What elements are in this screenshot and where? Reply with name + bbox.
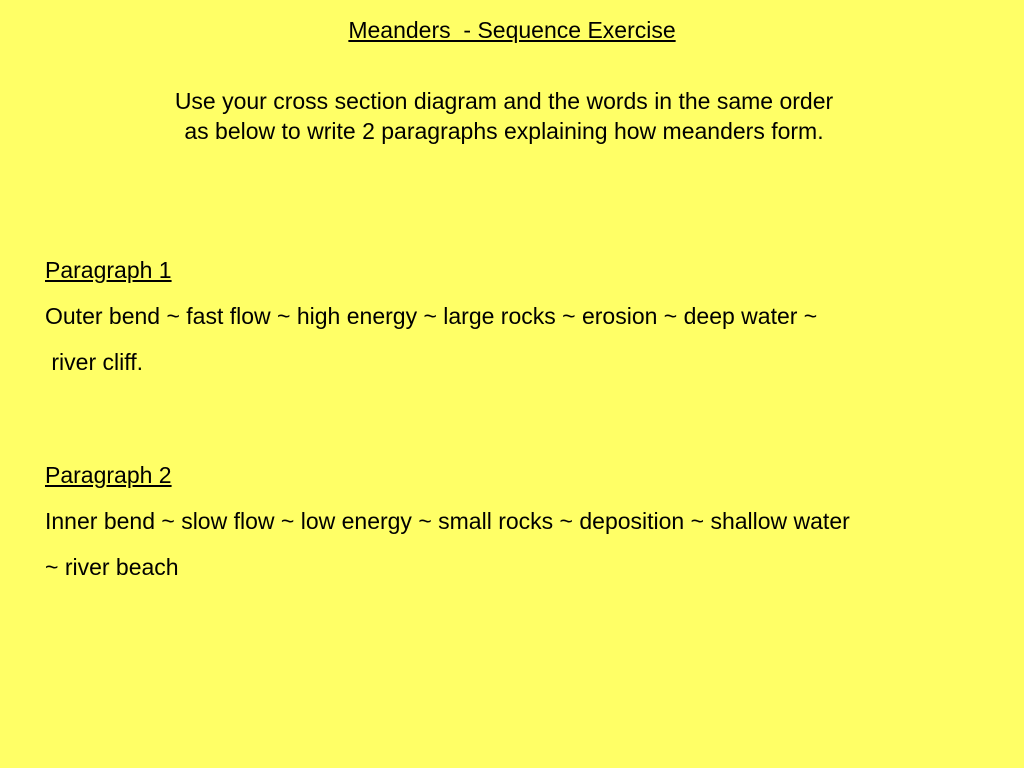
paragraph-2-block [45,462,1005,600]
instructions-line-2: as below to write 2 paragraphs explaining how meanders form. [184,118,824,144]
paragraph-1-line-1: Outer bend ~ fast flow ~ high energy ~ large rocks ~ erosion ~ deep water ~ [45,303,818,329]
paragraph-1-block [45,257,1005,395]
instructions [0,86,1008,146]
instructions-line-1: Use your cross section diagram and the words in the same order [174,88,834,114]
slide-title: Meanders - Sequence Exercise [348,17,676,43]
paragraph-1-heading: Paragraph 1 [45,257,172,283]
paragraph-2-line-1: Inner bend ~ slow flow ~ low energy ~ small rocks ~ deposition ~ shallow water [45,508,850,534]
paragraph-2-heading: Paragraph 2 [45,462,172,488]
paragraph-2-line-2: ~ river beach [45,554,179,580]
paragraph-1-line-2: river cliff. [45,349,143,375]
